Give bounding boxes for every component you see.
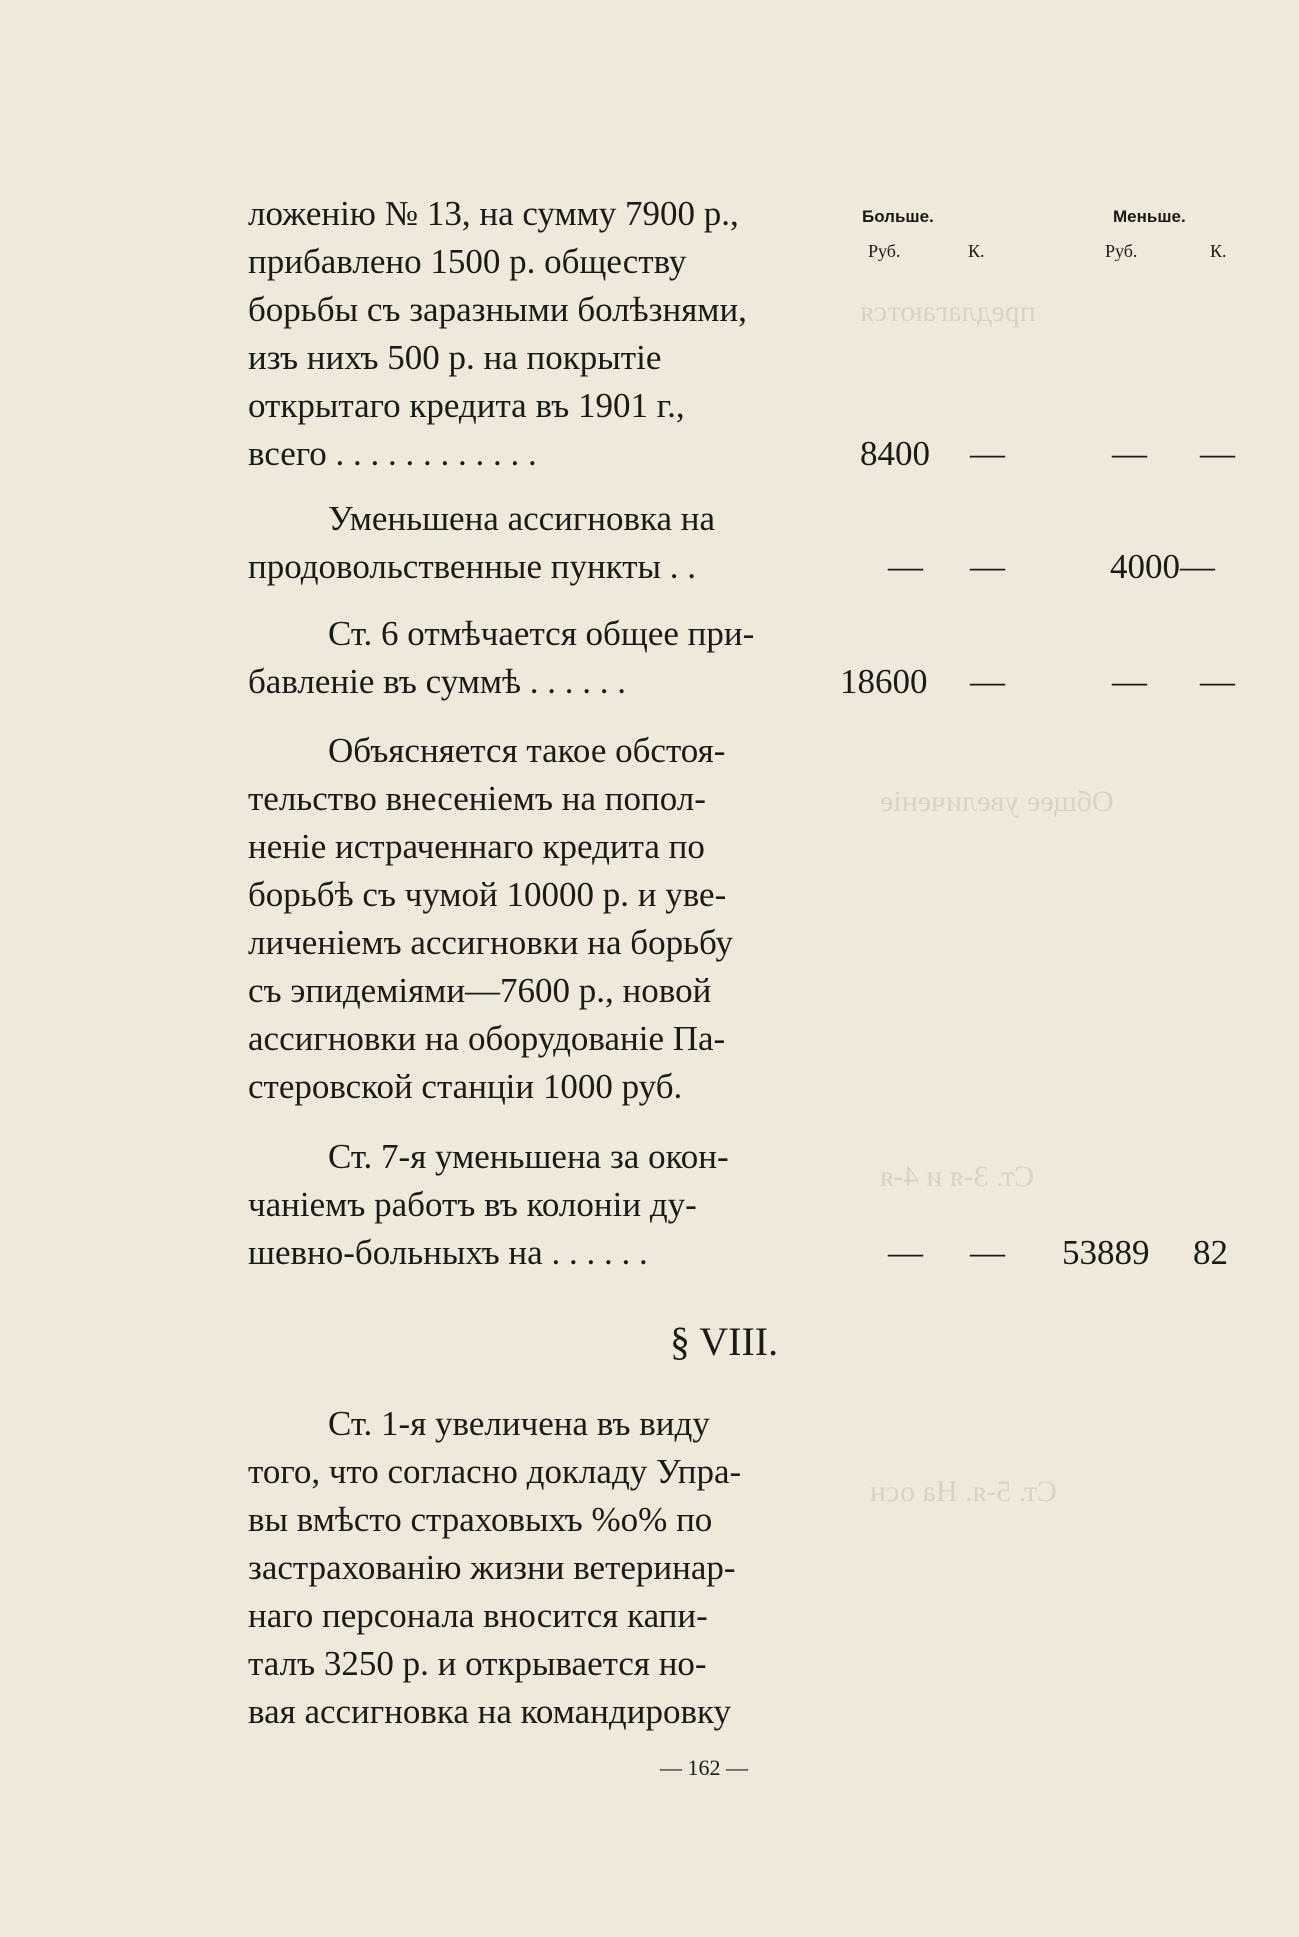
text-line: Уменьшена ассигновка на (328, 499, 716, 538)
text-line: вая ассигновка на командировку (248, 1692, 731, 1731)
amount-less-kop: 82 (1193, 1233, 1228, 1272)
text-line: шевно-больныхъ на . . . . . . (248, 1233, 648, 1272)
text-line: бавленіе въ суммѣ . . . . . . (248, 662, 627, 701)
text-line: борьбы съ заразными болѣзнями, (248, 290, 747, 329)
text-line: личеніемъ ассигновки на борьбу (248, 923, 734, 962)
text-line: ложенію № 13, на сумму 7900 р., (248, 194, 739, 233)
text-line: вы вмѣсто страховыхъ %о% по (248, 1500, 713, 1539)
amount-less: 4000— (1110, 547, 1215, 586)
header-more-rub: Руб. (868, 241, 901, 261)
text-line: изъ нихъ 500 р. на покрытіе (248, 338, 662, 377)
bleed-through-text: предлагаются (860, 295, 1036, 328)
text-line: стеровской станціи 1000 руб. (248, 1067, 683, 1106)
amount-less-rub: 53889 (1062, 1233, 1150, 1272)
text-line: Ст. 7-я уменьшена за окон- (328, 1137, 729, 1176)
dash-more-kop: — (970, 547, 1005, 586)
header-less-kop: К. (1210, 241, 1227, 261)
text-line: талъ 3250 р. и открывается но- (248, 1644, 707, 1683)
text-line: Объясняется такое обстоя- (328, 731, 726, 770)
text-line: Ст. 1-я увеличена въ виду (328, 1404, 710, 1443)
text-line: чаніемъ работъ въ колоніи ду- (248, 1185, 697, 1224)
text-line: продовольственные пункты . . (248, 547, 697, 586)
page-number: — 162 — (660, 1755, 748, 1780)
text-line: Ст. 6 отмѣчается общее при- (328, 614, 755, 653)
text-line: наго персонала вносится капи- (248, 1596, 708, 1635)
amount-more: 18600 (840, 662, 928, 701)
dash-less-kop: — (1200, 662, 1235, 701)
bleed-through-text: Общее увеличеніе (880, 785, 1114, 818)
dash-more-rub: — (888, 547, 923, 586)
section-heading: § VIII. (670, 1319, 779, 1364)
text-line: тельство внесеніемъ на попол- (248, 779, 706, 818)
dash-less-rub: — (1112, 662, 1147, 701)
dash-more-kop: — (970, 434, 1005, 473)
dash-less-kop: — (1200, 434, 1235, 473)
header-more: Больше. (862, 207, 934, 226)
header-less-rub: Руб. (1105, 241, 1138, 261)
bleed-through-text: Ст. 3-я и 4-я (880, 1160, 1035, 1193)
text-line: прибавлено 1500 р. обществу (248, 242, 687, 281)
header-more-kop: К. (968, 241, 985, 261)
dash-more-kop: — (970, 662, 1005, 701)
dash-more-kop: — (970, 1233, 1005, 1272)
text-line: ассигновки на оборудованіе Па- (248, 1019, 726, 1058)
dash-less-rub: — (1112, 434, 1147, 473)
text-line: застрахованію жизни ветеринар- (248, 1548, 736, 1587)
text-line: того, что согласно докладу Упра- (248, 1452, 742, 1491)
text-line: неніе истраченнаго кредита по (248, 827, 705, 866)
text-line: съ эпидеміями—7600 р., новой (248, 971, 712, 1010)
text-line: борьбѣ съ чумой 10000 р. и уве- (248, 875, 727, 914)
dash-more-rub: — (888, 1233, 923, 1272)
bleed-through-text: Ст. 5-я. На осн (870, 1475, 1057, 1508)
header-less: Меньше. (1113, 207, 1186, 226)
text-line: открытаго кредита въ 1901 г., (248, 386, 685, 425)
amount-more: 8400 (860, 434, 930, 473)
text-line: всего . . . . . . . . . . . . (248, 434, 537, 473)
